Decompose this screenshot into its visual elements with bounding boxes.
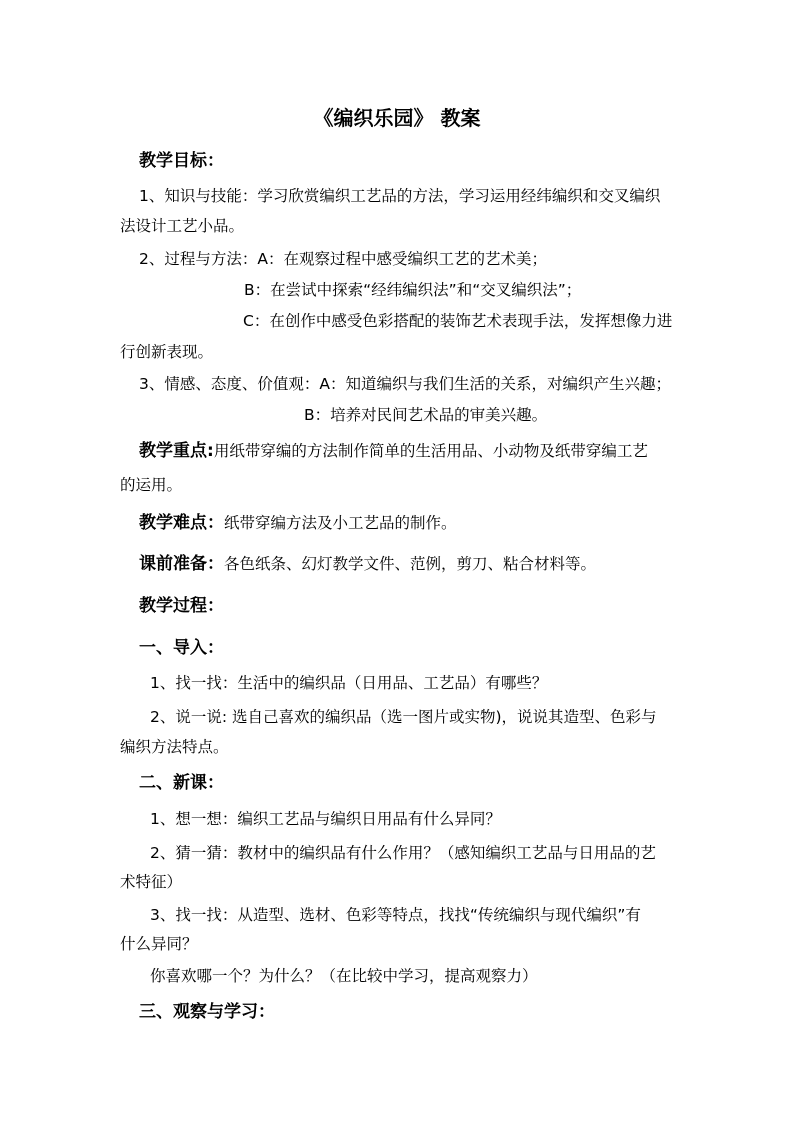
difficulties-line: [139, 512, 457, 534]
key-points-text: 用纸带穿编的方法制作简单的生活用品、小动物及纸带穿编工艺: [213, 442, 648, 460]
objective-2-line-3: C：在创作中感受色彩搭配的装饰艺术表现手法，发挥想像力进: [243, 312, 673, 330]
section-2-heading: 二、新课：: [139, 773, 224, 793]
section-1-line-1: 1、找一找：生活中的编织品（日用品、工艺品）有哪些？: [150, 674, 548, 692]
section-2-line-4: 3、找一找：从造型、选材、色彩等特点，找找“传统编织与现代编织”有: [150, 906, 641, 924]
key-points-line-2: 的运用。: [120, 476, 183, 494]
objective-3-line-1: 3、情感、态度、价值观：A：知道编织与我们生活的关系，对编织产生兴趣；: [139, 375, 671, 393]
objective-2-line-2: B：在尝试中探索“经纬编织法”和“交叉编织法”；: [244, 281, 582, 299]
objective-2-line-4: 行创新表现。: [120, 343, 214, 361]
document-title: 《编织乐园》 教案: [313, 106, 481, 130]
section-2-line-1: 1、想一想：编织工艺品与编织日用品有什么异同？: [150, 810, 501, 828]
section-3-heading: 三、观察与学习：: [139, 1002, 275, 1022]
objectives-heading: 教学目标：: [139, 151, 224, 171]
key-points-label: 教学重点:: [139, 441, 214, 461]
preparation-line: [139, 553, 596, 575]
objective-3-line-2: B：培养对民间艺术品的审美兴趣。: [304, 406, 548, 424]
key-points-line-1: [139, 440, 648, 462]
objective-1-line-1: 1、知识与技能：学习欣赏编织工艺品的方法，学习运用经纬编织和交叉编织: [139, 187, 661, 205]
preparation-label: 课前准备：: [139, 554, 224, 574]
objective-2-line-1: 2、过程与方法：A：在观察过程中感受编织工艺的艺术美；: [139, 250, 547, 268]
section-1-line-3: 编织方法特点。: [120, 738, 229, 756]
objective-1-line-2: 法设计工艺小品。: [120, 217, 245, 235]
difficulties-label: 教学难点：: [139, 513, 224, 533]
section-2-line-5: 什么异同？: [120, 935, 198, 953]
process-heading: 教学过程：: [139, 596, 224, 616]
preparation-text: 各色纸条、幻灯教学文件、范例，剪刀、粘合材料等。: [224, 555, 597, 573]
difficulties-text: 纸带穿编方法及小工艺品的制作。: [224, 514, 457, 532]
section-2-line-2: 2、猜一猜：教材中的编织品有什么作用？（感知编织工艺品与日用品的艺: [150, 844, 656, 862]
section-2-line-3: 术特征）: [120, 873, 183, 891]
section-1-heading: 一、导入：: [139, 638, 224, 658]
section-2-line-6: 你喜欢哪一个？为什么？（在比较中学习，提高观察力）: [150, 967, 538, 985]
section-1-line-2: 2、说一说: 选自己喜欢的编织品（选一图片或实物)，说说其造型、色彩与: [150, 708, 657, 726]
